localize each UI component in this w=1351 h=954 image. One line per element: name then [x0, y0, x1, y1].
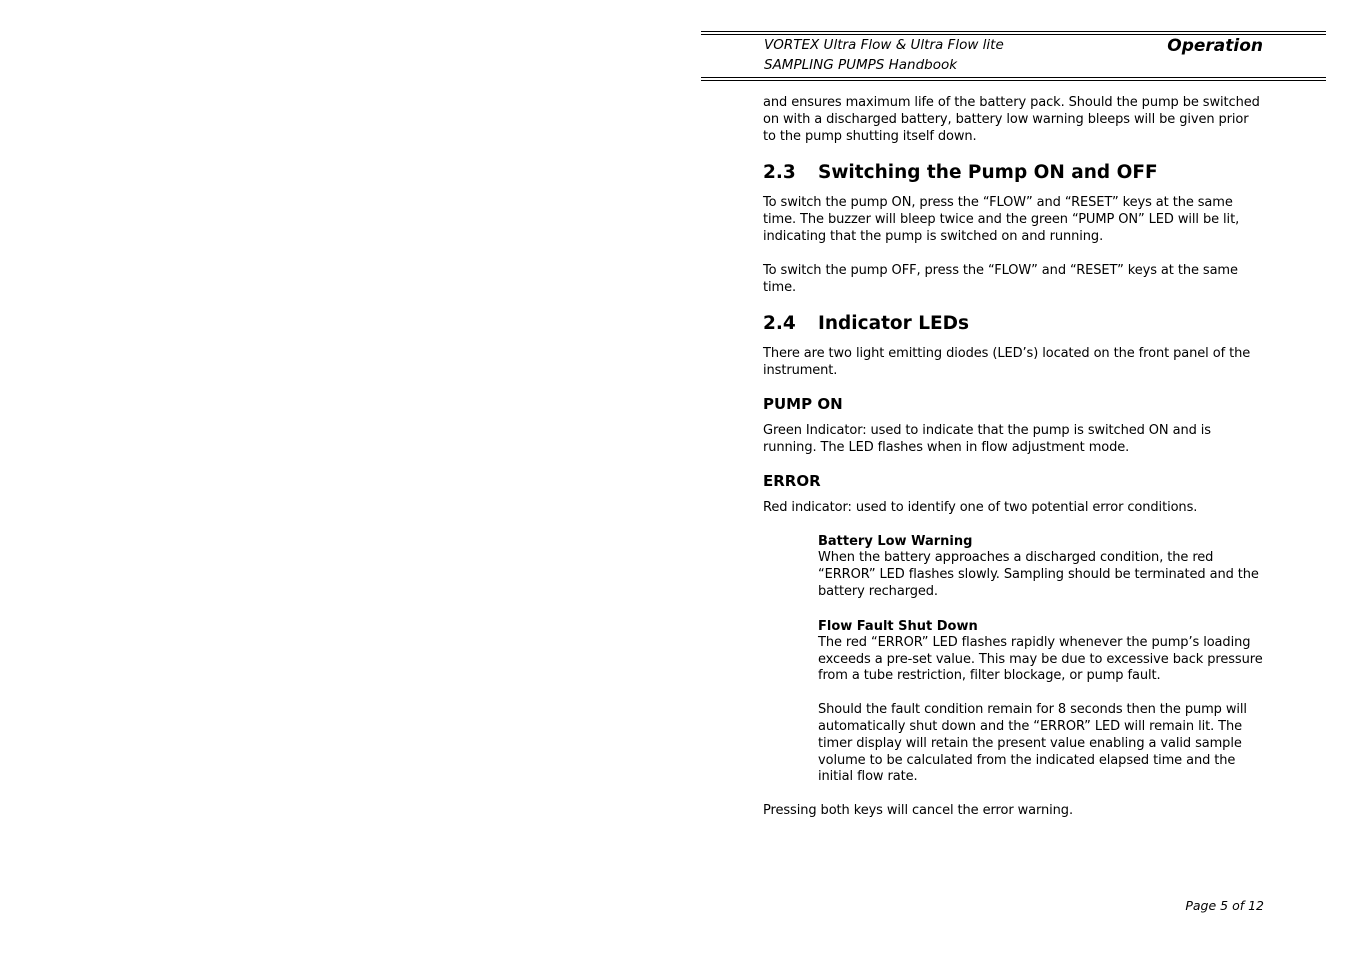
- flow-fault-block: [818, 618, 1263, 786]
- page-body: [763, 95, 1263, 820]
- header-handbook-title: SAMPLING PUMPS Handbook: [764, 56, 958, 73]
- flow-fault-paragraph-2: Should the fault condition remain for 8 seconds then the pump will automatically shut down and the “ERROR” LED will remain lit. The timer display will retain the present value enabling a valid sample volume to be calculated from the indicated elapsed time and the initial flow rate.: [818, 702, 1247, 785]
- section-2-3-number: 2.3: [763, 162, 796, 184]
- section-2-3-heading: [763, 161, 1263, 185]
- switch-on-paragraph: To switch the pump ON, press the “FLOW” and “RESET” keys at the same time. The buzzer will bleep twice and the green “PUMP ON” LED will be lit, indicating that the pump is switched on and running.: [763, 195, 1240, 244]
- leds-intro-paragraph: There are two light emitting diodes (LED’s) located on the front panel of the instrument.: [763, 346, 1251, 379]
- section-2-4-title: Indicator LEDs: [818, 313, 969, 335]
- flow-fault-paragraph-1: The red “ERROR” LED flashes rapidly whenever the pump’s loading exceeds a pre-set value. This may be due to excessive back pressure from a tube restriction, filter blockage, or pump fault.: [818, 634, 1263, 684]
- header-rule-bottom-1: [701, 77, 1326, 78]
- pump-on-heading: PUMP ON: [763, 394, 843, 413]
- cancel-warning-paragraph: Pressing both keys will cancel the error warning.: [763, 803, 1073, 819]
- battery-low-paragraph: When the battery approaches a discharged condition, the red “ERROR” LED flashes slowly. Sampling should be terminated and the battery recharged.: [818, 550, 1259, 599]
- header-rule-top-1: [701, 31, 1326, 32]
- section-2-4-number: 2.4: [763, 313, 796, 335]
- battery-low-block: [818, 533, 1263, 600]
- section-2-4-heading: [763, 312, 1263, 336]
- page-number: Page 5 of 12: [1185, 898, 1264, 913]
- section-2-3-title: Switching the Pump ON and OFF: [818, 162, 1158, 184]
- error-paragraph: Red indicator: used to identify one of two potential error conditions.: [763, 499, 1198, 515]
- intro-paragraph: and ensures maximum life of the battery pack. Should the pump be switched on with a discharged battery, battery low warning bleeps will be given prior to the pump shutting itself down.: [763, 95, 1260, 144]
- flow-fault-heading: Flow Fault Shut Down: [818, 618, 978, 634]
- header-title-block: [764, 36, 1004, 75]
- switch-off-paragraph: To switch the pump OFF, press the “FLOW” and “RESET” keys at the same time.: [763, 262, 1238, 295]
- error-heading: ERROR: [763, 471, 821, 490]
- header-section-name: Operation: [1167, 36, 1263, 56]
- battery-low-heading: Battery Low Warning: [818, 534, 973, 550]
- header-rule-bottom-2: [701, 80, 1326, 81]
- header-product-title: VORTEX Ultra Flow & Ultra Flow lite: [764, 37, 1004, 53]
- pump-on-paragraph: Green Indicator: used to indicate that the pump is switched ON and is running. The LED flashes when in flow adjustment mode.: [763, 422, 1211, 455]
- header-rule-top-2: [701, 34, 1326, 35]
